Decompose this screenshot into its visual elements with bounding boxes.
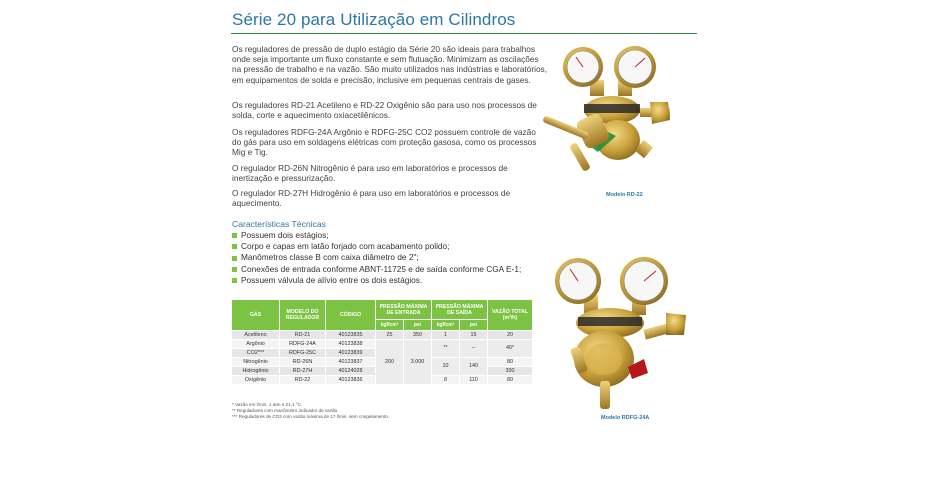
feature-item: Possuem válvula de alívio entre os dois estágios. xyxy=(232,275,521,286)
header-saida: PRESSÃO MÁXIMA DE SAÍDA xyxy=(432,300,487,319)
paragraph-rdfg: Os reguladores RDFG-24A Argônio e RDFG-25C CO2 possuem controle de vazão do gás para uso em soldagens elétricas com proteção gasosa, como os processos Mig e Tig. xyxy=(232,127,537,158)
footnote: * Vazão em l/min. 1 atm e 21,1 °C. xyxy=(232,402,303,407)
footnote: *** Reguladores de CO2 com vazão máxima de 17 l/min. sem congelamento. xyxy=(232,413,390,419)
intro-paragraph: Os reguladores de pressão de duplo estágio da Série 20 são ideais para trabalhos onde seja importante um fluxo constante e sem flutuação. Minimizam as oscilações na pressão de trabalho e na vazão. São muito utilizados nas indústrias e laboratórios, em equipamentos de solda e precisão, inclusive em pequenas centrais de gases. xyxy=(232,44,548,85)
feature-item: Possuem dois estágios; xyxy=(232,230,521,241)
table-row: Acetileno RD-21 40123835 25 350 1 15 20 xyxy=(232,331,532,339)
paragraph-rd26n: O regulador RD-26N Nitrogênio é para uso em laboratórios e processos de inertização e pressurização. xyxy=(232,163,508,184)
footnote: ** Reguladores com manômetro indicador de vazão. xyxy=(232,407,339,413)
header-entrada-kgf: kgf/cm² xyxy=(376,320,403,330)
bullet-icon xyxy=(232,256,237,261)
table-row: Argônio RDFG-24A 40123838 200 3.000 ** -- 40* xyxy=(232,340,532,348)
features-title: Características Técnicas xyxy=(232,219,326,229)
feature-item: Conexões de entrada conforme ABNT-11725 e de saída conforme CGA E-1; xyxy=(232,264,521,275)
paragraph-rd21-rd22: Os reguladores RD-21 Acetileno e RD-22 Oxigênio são para uso nos processos de solda, corte e aquecimento oxiacetilênicos. xyxy=(232,100,537,121)
table-footnotes xyxy=(232,402,389,420)
title-divider xyxy=(231,33,697,34)
header-codigo: CÓDIGO xyxy=(326,300,375,330)
table-row: Hidrogênio RD-27H 40124028 300 xyxy=(232,367,532,375)
bullet-icon xyxy=(232,233,237,238)
table-row: Nitrogênio RD-26N 40123837 10 140 80 xyxy=(232,358,532,366)
caption-rd22: Modelo RD-22 xyxy=(606,192,643,198)
features-list xyxy=(232,230,521,286)
header-saida-kgf: kgf/cm² xyxy=(432,320,459,330)
bullet-icon xyxy=(232,244,237,249)
header-saida-psi: psi xyxy=(460,320,487,330)
regulator-rdfg24a-image xyxy=(548,255,688,415)
feature-item: Corpo e capas em latão forjado com acabamento polido; xyxy=(232,241,521,252)
caption-rdfg24a: Modelo RDFG-24A xyxy=(601,415,650,421)
header-entrada-psi: psi xyxy=(404,320,431,330)
regulator-rd22-image xyxy=(540,42,670,187)
page-title: Série 20 para Utilização em Cilindros xyxy=(232,10,516,29)
header-gas: GÁS xyxy=(232,300,279,330)
header-vazao: VAZÃO TOTAL (m³/h) xyxy=(488,300,532,330)
specs-table xyxy=(231,299,533,385)
bullet-icon xyxy=(232,278,237,283)
header-entrada: PRESSÃO MÁXIMA DE ENTRADA xyxy=(376,300,431,319)
feature-item: Manômetros classe B com caixa diâmetro de 2"; xyxy=(232,252,521,263)
header-modelo: MODELO DO REGULADOR xyxy=(280,300,325,330)
paragraph-rd27h: O regulador RD-27H Hidrogênio é para uso em laboratórios e processos de aquecimento. xyxy=(232,188,511,209)
bullet-icon xyxy=(232,267,237,272)
table-row: CO2*** RDFG-25C 40123839 xyxy=(232,349,532,357)
table-row: Oxigênio RD-22 40123836 8 110 80 xyxy=(232,376,532,384)
